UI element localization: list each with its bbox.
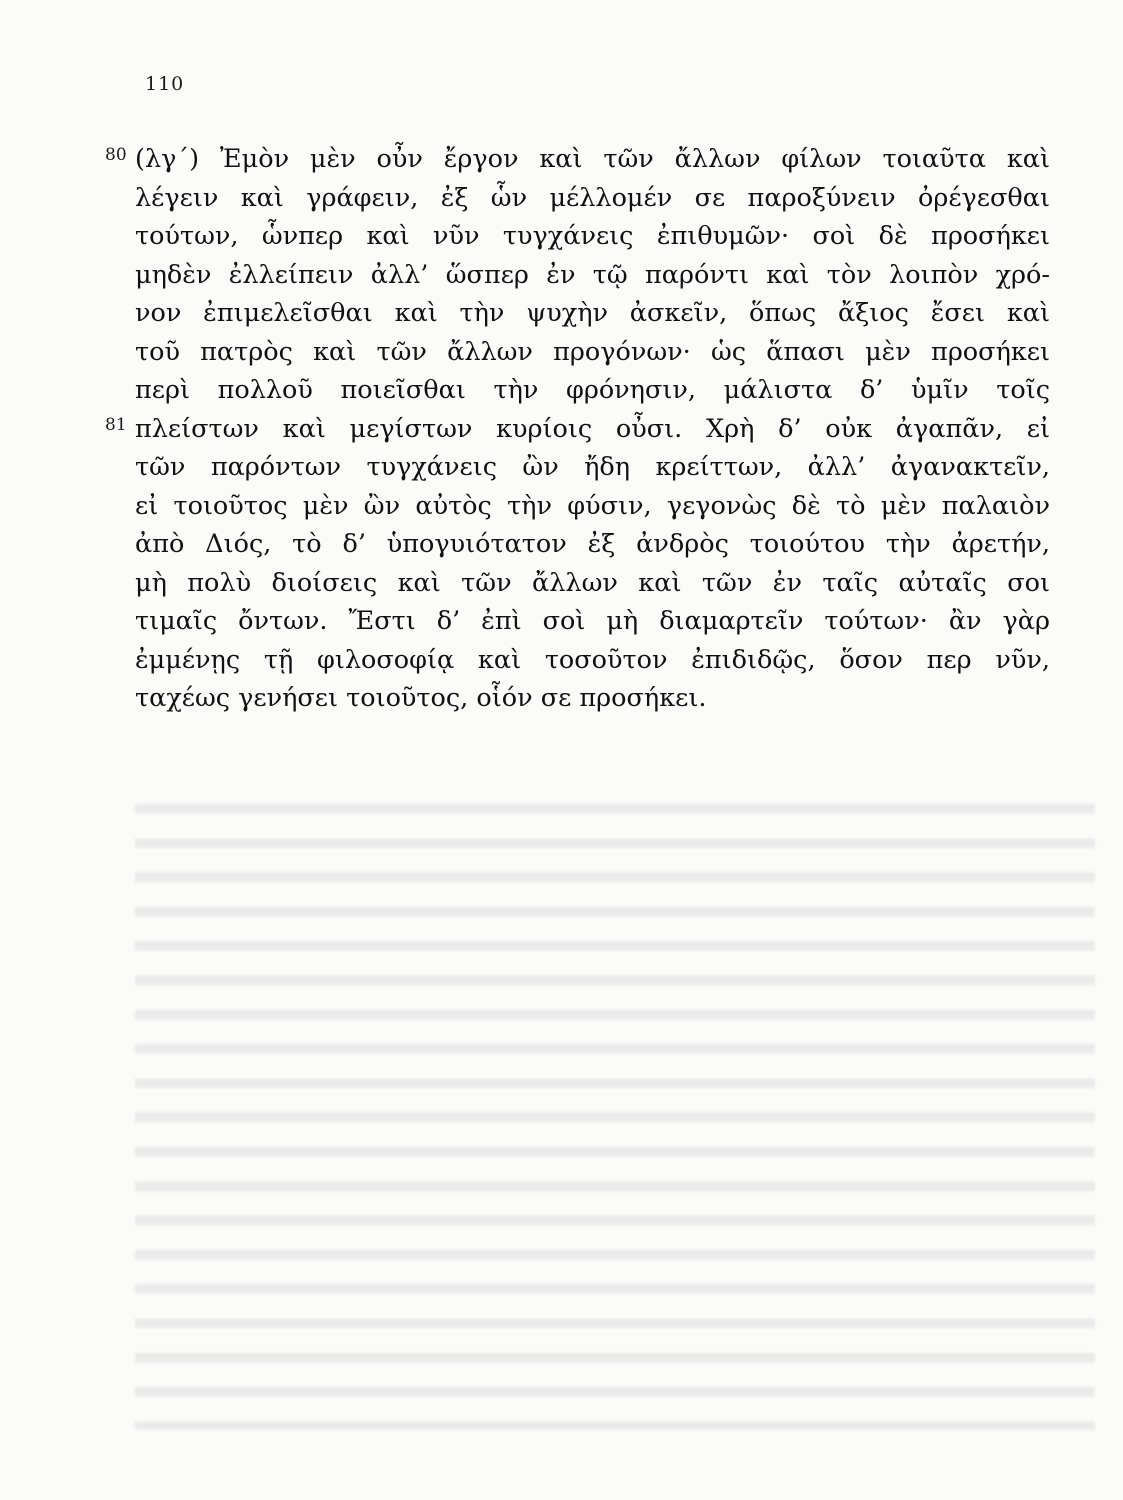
text-line xyxy=(135,602,1050,641)
text-line xyxy=(105,410,1050,449)
text-line xyxy=(135,294,1050,333)
text-line xyxy=(135,525,1050,564)
text-line xyxy=(135,679,1050,718)
margin-section-number: 80 xyxy=(105,145,127,165)
page-number: 110 xyxy=(145,73,185,95)
text-line xyxy=(135,487,1050,526)
text-line xyxy=(135,256,1050,295)
line-text: τούτων, ὧνπερ καὶ νῦν τυγχάνεις ἐπιθυμῶν· σοὶ δὲ προσήκει xyxy=(135,221,1050,251)
line-text: τιμαῖς ὄντων. Ἔστι δ’ ἐπὶ σοὶ μὴ διαμαρτεῖν τούτων· ἂν γὰρ xyxy=(135,606,1050,636)
text-line xyxy=(135,448,1050,487)
line-text: περὶ πολλοῦ ποιεῖσθαι τὴν φρόνησιν, μάλιστα δ’ ὑμῖν τοῖς xyxy=(135,375,1050,405)
text-line xyxy=(135,179,1050,218)
text-line xyxy=(135,564,1050,603)
text-line xyxy=(135,217,1050,256)
text-line xyxy=(135,371,1050,410)
line-text: μηδὲν ἐλλείπειν ἀλλ’ ὥσπερ ἐν τῷ παρόντι καὶ τὸν λοιπὸν χρό- xyxy=(135,259,1050,290)
line-text: μὴ πολὺ διοίσεις καὶ τῶν ἄλλων καὶ τῶν ἐν ταῖς αὐταῖς σοι xyxy=(135,567,1050,598)
line-text: ἀπὸ Διός, τὸ δ’ ὑπογυιότατον ἐξ ἀνδρὸς τοιούτου τὴν ἀρετήν, xyxy=(135,529,1050,559)
line-text: ταχέως γενήσει τοιοῦτος, οἷόν σε προσήκει. xyxy=(135,683,707,713)
line-text: τοῦ πατρὸς καὶ τῶν ἄλλων προγόνων· ὡς ἅπασι μὲν προσήκει xyxy=(135,336,1050,367)
line-text: νον ἐπιμελεῖσθαι καὶ τὴν ψυχὴν ἀσκεῖν, ὅπως ἄξιος ἔσει καὶ xyxy=(135,298,1050,328)
line-text: εἰ τοιοῦτος μὲν ὢν αὐτὸς τὴν φύσιν, γεγονὼς δὲ τὸ μὲν παλαιὸν xyxy=(135,490,1050,521)
line-text: (λγ´) Ἐμὸν μὲν οὖν ἔργον καὶ τῶν ἄλλων φίλων τοιαῦτα καὶ xyxy=(135,144,1050,174)
margin-section-number: 81 xyxy=(105,414,127,435)
show-through-texture xyxy=(135,790,1095,1430)
line-text: τῶν παρόντων τυγχάνεις ὢν ἤδη κρείττων, ἀλλ’ ἀγανακτεῖν, xyxy=(135,452,1050,482)
greek-text-block xyxy=(105,140,1050,718)
text-line xyxy=(105,140,1050,179)
line-text: πλείστων καὶ μεγίστων κυρίοις οὖσι. Χρὴ δ’ οὐκ ἀγαπᾶν, εἰ xyxy=(135,413,1050,444)
text-line xyxy=(135,333,1050,372)
text-line xyxy=(135,641,1050,680)
line-text: λέγειν καὶ γράφειν, ἐξ ὧν μέλλομέν σε παροξύνειν ὀρέγεσθαι xyxy=(135,182,1050,213)
line-text: ἐμμένῃς τῇ φιλοσοφίᾳ καὶ τοσοῦτον ἐπιδιδῷς, ὅσον περ νῦν, xyxy=(135,644,1050,675)
